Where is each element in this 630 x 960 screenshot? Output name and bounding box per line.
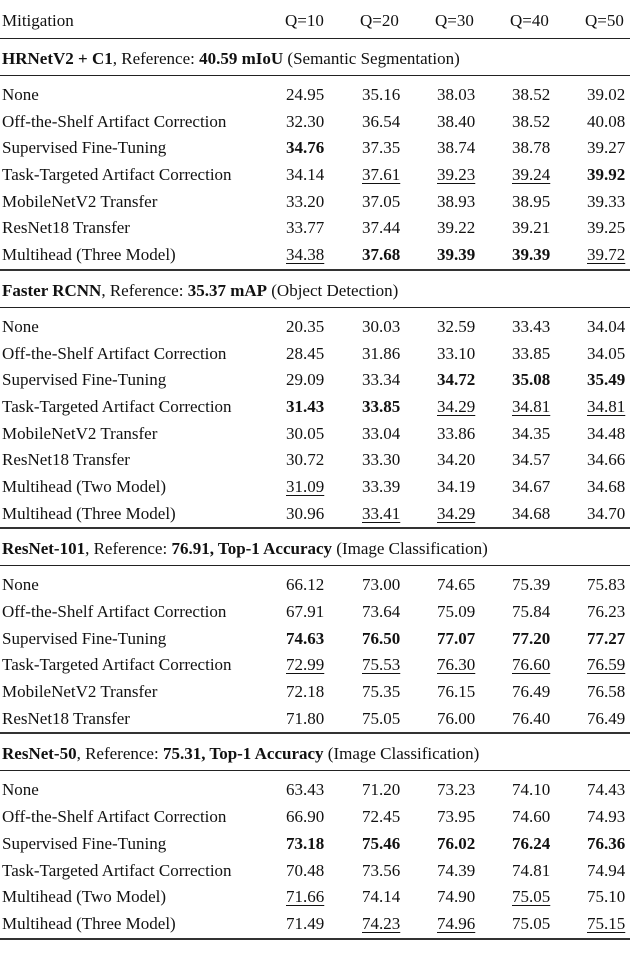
row-mitigation: Multihead (Three Model) xyxy=(2,245,176,265)
cell-q20: 37.05 xyxy=(362,191,401,211)
section-model: ResNet-50 xyxy=(2,744,77,764)
cell-q50: 40.08 xyxy=(587,111,626,131)
cell-q10: 71.49 xyxy=(286,913,325,933)
cell-q50: 77.27 xyxy=(587,628,626,648)
row-mitigation: Task-Targeted Artifact Correction xyxy=(2,165,232,185)
cell-q20: 73.64 xyxy=(362,602,401,621)
cell-q50: 75.15 xyxy=(587,913,626,933)
cell-q40: 33.85 xyxy=(512,343,551,363)
section-ref-label: , Reference: xyxy=(76,744,163,764)
cell-q20: 36.54 xyxy=(362,111,401,131)
cell-q20: 75.05 xyxy=(362,708,401,728)
cell-q20: 30.03 xyxy=(362,316,401,336)
row-mitigation: MobileNetV2 Transfer xyxy=(2,191,158,211)
cell-q20: 37.44 xyxy=(362,218,401,238)
cell-q10: 29.09 xyxy=(286,370,325,390)
row-mitigation: ResNet18 Transfer xyxy=(2,450,130,470)
cell-q50: 74.43 xyxy=(587,780,626,800)
cell-q40: 34.35 xyxy=(512,423,551,443)
cell-q50: 39.27 xyxy=(587,138,626,158)
row-mitigation: Supervised Fine-Tuning xyxy=(2,833,167,853)
cell-q40: 38.95 xyxy=(512,191,551,211)
cell-q30: 38.74 xyxy=(437,138,476,158)
row-mitigation: Supervised Fine-Tuning xyxy=(2,138,167,158)
row-mitigation: Task-Targeted Artifact Correction xyxy=(2,396,232,416)
cell-q20: 33.85 xyxy=(362,396,401,416)
cell-q20: 33.39 xyxy=(362,476,401,496)
cell-q20: 33.04 xyxy=(362,423,401,443)
row-mitigation: ResNet18 Transfer xyxy=(2,218,130,238)
row-mitigation: MobileNetV2 Transfer xyxy=(2,682,158,702)
cell-q20: 37.61 xyxy=(362,165,401,185)
cell-q40: 34.81 xyxy=(512,396,551,416)
cell-q40: 33.43 xyxy=(512,316,551,336)
section-title xyxy=(0,39,630,75)
cell-q30: 34.29 xyxy=(437,503,476,523)
cell-q40: 39.39 xyxy=(512,245,551,265)
cell-q40: 39.21 xyxy=(512,218,551,238)
cell-q30: 74.90 xyxy=(437,887,476,907)
table-row xyxy=(0,652,630,679)
cell-q10: 33.77 xyxy=(286,218,325,238)
row-mitigation: Multihead (Three Model) xyxy=(2,913,176,933)
cell-q40: 39.24 xyxy=(512,165,551,185)
cell-q50: 34.48 xyxy=(587,423,626,443)
table-row xyxy=(0,447,630,474)
table-row xyxy=(0,341,630,368)
row-mitigation: Supervised Fine-Tuning xyxy=(2,370,167,390)
section-ref-value: 75.31, Top-1 Accuracy xyxy=(162,744,324,764)
row-mitigation: None xyxy=(2,575,39,595)
cell-q50: 76.49 xyxy=(587,708,626,728)
cell-q50: 39.02 xyxy=(587,85,626,104)
cell-q20: 76.50 xyxy=(362,628,401,648)
cell-q30: 34.19 xyxy=(437,476,476,496)
cell-q50: 39.33 xyxy=(587,191,626,211)
table-row xyxy=(0,109,630,136)
cell-q50: 75.10 xyxy=(587,887,626,907)
cell-q40: 76.49 xyxy=(512,682,551,702)
cell-q30: 38.03 xyxy=(437,85,476,104)
row-mitigation: Task-Targeted Artifact Correction xyxy=(2,655,232,675)
table-row xyxy=(0,394,630,421)
section-model: Faster RCNN xyxy=(2,280,102,300)
cell-q50: 35.49 xyxy=(587,370,626,390)
cell-q30: 76.15 xyxy=(437,682,476,702)
table-row xyxy=(0,572,630,599)
cell-q50: 34.70 xyxy=(587,503,626,523)
header-q40: Q=40 xyxy=(510,11,549,30)
cell-q50: 76.36 xyxy=(587,833,626,853)
row-mitigation: None xyxy=(2,316,39,336)
cell-q20: 74.14 xyxy=(362,887,401,907)
cell-q10: 31.09 xyxy=(286,476,325,496)
cell-q20: 72.45 xyxy=(362,807,401,827)
cell-q30: 34.20 xyxy=(437,450,476,470)
cell-q30: 74.39 xyxy=(437,860,476,880)
cell-q30: 38.93 xyxy=(437,191,476,211)
cell-q50: 75.83 xyxy=(587,575,626,595)
cell-q10: 24.95 xyxy=(286,85,325,104)
table-row xyxy=(0,831,630,858)
cell-q10: 71.80 xyxy=(286,708,325,728)
table-row xyxy=(0,242,630,269)
cell-q40: 74.81 xyxy=(512,860,551,880)
section-task: (Image Classification) xyxy=(332,539,488,559)
cell-q20: 74.23 xyxy=(362,913,401,933)
cell-q20: 73.00 xyxy=(362,575,401,595)
cell-q40: 35.08 xyxy=(512,370,551,390)
cell-q10: 20.35 xyxy=(286,316,325,336)
cell-q50: 76.58 xyxy=(587,682,626,702)
cell-q30: 73.23 xyxy=(437,780,476,800)
cell-q30: 39.23 xyxy=(437,165,476,185)
row-mitigation: ResNet18 Transfer xyxy=(2,708,130,728)
section-task: (Semantic Segmentation) xyxy=(283,49,460,68)
cell-q50: 74.94 xyxy=(587,860,626,880)
row-mitigation: Off-the-Shelf Artifact Correction xyxy=(2,807,227,827)
header-mitigation: Mitigation xyxy=(2,11,74,30)
cell-q50: 74.93 xyxy=(587,807,626,827)
cell-q30: 34.72 xyxy=(437,370,476,390)
cell-q30: 75.09 xyxy=(437,602,476,621)
cell-q30: 39.22 xyxy=(437,218,476,238)
table-row xyxy=(0,314,630,341)
cell-q20: 33.34 xyxy=(362,370,401,390)
cell-q30: 32.59 xyxy=(437,316,476,336)
cell-q30: 74.96 xyxy=(437,913,476,933)
cell-q10: 72.99 xyxy=(286,655,325,675)
cell-q50: 34.05 xyxy=(587,343,626,363)
cell-q50: 34.68 xyxy=(587,476,626,496)
cell-q50: 34.66 xyxy=(587,450,626,470)
cell-q30: 76.02 xyxy=(437,833,476,853)
table-row xyxy=(0,189,630,216)
cell-q40: 77.20 xyxy=(512,628,551,648)
cell-q10: 63.43 xyxy=(286,780,325,800)
cell-q10: 30.72 xyxy=(286,450,325,470)
cell-q40: 75.05 xyxy=(512,887,551,907)
cell-q20: 73.56 xyxy=(362,860,401,880)
section-task: (Image Classification) xyxy=(323,744,480,764)
cell-q10: 34.76 xyxy=(286,138,325,158)
cell-q40: 76.60 xyxy=(512,655,551,675)
cell-q20: 75.46 xyxy=(362,833,401,853)
section-model: ResNet-101 xyxy=(2,539,86,559)
cell-q40: 38.78 xyxy=(512,138,551,158)
table-row xyxy=(0,884,630,911)
section-ref-value: 76.91, Top-1 Accuracy xyxy=(171,539,333,559)
cell-q40: 75.84 xyxy=(512,602,551,621)
table-row xyxy=(0,474,630,501)
table-row xyxy=(0,501,630,528)
cell-q10: 74.63 xyxy=(286,628,325,648)
cell-q30: 33.86 xyxy=(437,423,476,443)
cell-q40: 34.67 xyxy=(512,476,551,496)
cell-q20: 71.20 xyxy=(362,780,401,800)
table-row xyxy=(0,599,630,626)
cell-q20: 35.16 xyxy=(362,85,401,104)
cell-q30: 38.40 xyxy=(437,111,476,131)
table-row xyxy=(0,421,630,448)
cell-q10: 30.05 xyxy=(286,423,325,443)
row-mitigation: Off-the-Shelf Artifact Correction xyxy=(2,343,227,363)
header-q10: Q=10 xyxy=(285,11,324,30)
row-mitigation: Multihead (Two Model) xyxy=(2,476,167,496)
cell-q10: 34.38 xyxy=(286,245,325,265)
section-ref-value: 35.37 mAP xyxy=(187,280,268,300)
table-row xyxy=(0,911,630,938)
cell-q50: 76.23 xyxy=(587,602,626,621)
cell-q10: 28.45 xyxy=(286,343,325,363)
section-task: (Object Detection) xyxy=(267,280,399,300)
cell-q40: 75.39 xyxy=(512,575,551,595)
cell-q10: 33.20 xyxy=(286,191,325,211)
cell-q10: 30.96 xyxy=(286,503,325,523)
section-ref-label: , Reference: xyxy=(101,280,188,300)
section-title xyxy=(0,529,630,565)
header-q20: Q=20 xyxy=(360,11,399,30)
section-end-rule xyxy=(0,938,630,940)
cell-q30: 34.29 xyxy=(437,396,476,416)
section-model: HRNetV2 + C1 xyxy=(2,49,113,68)
cell-q40: 75.05 xyxy=(512,913,551,933)
cell-q10: 32.30 xyxy=(286,111,325,131)
cell-q40: 74.60 xyxy=(512,807,551,827)
cell-q30: 39.39 xyxy=(437,245,476,265)
cell-q40: 76.40 xyxy=(512,708,551,728)
cell-q20: 37.35 xyxy=(362,138,401,158)
header-row xyxy=(0,0,630,32)
cell-q40: 34.68 xyxy=(512,503,551,523)
cell-q10: 66.12 xyxy=(286,575,325,595)
table-row xyxy=(0,706,630,733)
cell-q10: 67.91 xyxy=(286,602,325,621)
cell-q10: 70.48 xyxy=(286,860,325,880)
cell-q20: 33.41 xyxy=(362,503,401,523)
cell-q10: 34.14 xyxy=(286,165,325,185)
cell-q20: 31.86 xyxy=(362,343,401,363)
cell-q20: 75.35 xyxy=(362,682,401,702)
header-q50: Q=50 xyxy=(585,11,624,30)
row-mitigation: MobileNetV2 Transfer xyxy=(2,423,158,443)
table-row xyxy=(0,679,630,706)
cell-q40: 38.52 xyxy=(512,85,551,104)
table-row xyxy=(0,626,630,653)
table-row xyxy=(0,777,630,804)
cell-q50: 39.92 xyxy=(587,165,626,185)
cell-q30: 76.00 xyxy=(437,708,476,728)
cell-q10: 31.43 xyxy=(286,396,325,416)
row-mitigation: Supervised Fine-Tuning xyxy=(2,628,167,648)
cell-q40: 76.24 xyxy=(512,833,551,853)
section-title xyxy=(0,271,630,307)
row-mitigation: Off-the-Shelf Artifact Correction xyxy=(2,111,227,131)
section-ref-value: 40.59 mIoU xyxy=(199,49,284,68)
table-row xyxy=(0,215,630,242)
cell-q40: 38.52 xyxy=(512,111,551,131)
cell-q50: 76.59 xyxy=(587,655,626,675)
cell-q20: 33.30 xyxy=(362,450,401,470)
table-row xyxy=(0,162,630,189)
cell-q30: 33.10 xyxy=(437,343,476,363)
row-mitigation: Multihead (Three Model) xyxy=(2,503,176,523)
table-row xyxy=(0,135,630,162)
cell-q10: 71.66 xyxy=(286,887,325,907)
cell-q20: 75.53 xyxy=(362,655,401,675)
cell-q20: 37.68 xyxy=(362,245,401,265)
cell-q40: 34.57 xyxy=(512,450,551,470)
row-mitigation: None xyxy=(2,85,39,104)
cell-q10: 72.18 xyxy=(286,682,325,702)
cell-q10: 66.90 xyxy=(286,807,325,827)
section-ref-label: , Reference: xyxy=(85,539,172,559)
table-row xyxy=(0,804,630,831)
cell-q30: 76.30 xyxy=(437,655,476,675)
cell-q50: 34.81 xyxy=(587,396,626,416)
header-q30: Q=30 xyxy=(435,11,474,30)
table-row xyxy=(0,367,630,394)
table-row xyxy=(0,82,630,109)
cell-q30: 74.65 xyxy=(437,575,476,595)
row-mitigation: Task-Targeted Artifact Correction xyxy=(2,860,232,880)
row-mitigation: None xyxy=(2,780,39,800)
cell-q50: 39.72 xyxy=(587,245,626,265)
row-mitigation: Multihead (Two Model) xyxy=(2,887,167,907)
cell-q50: 34.04 xyxy=(587,316,626,336)
table-row xyxy=(0,858,630,885)
cell-q10: 73.18 xyxy=(286,833,325,853)
cell-q30: 77.07 xyxy=(437,628,476,648)
section-title xyxy=(0,734,630,770)
section-ref-label: , Reference: xyxy=(112,49,200,68)
row-mitigation: Off-the-Shelf Artifact Correction xyxy=(2,602,227,621)
cell-q50: 39.25 xyxy=(587,218,626,238)
cell-q40: 74.10 xyxy=(512,780,551,800)
cell-q30: 73.95 xyxy=(437,807,476,827)
